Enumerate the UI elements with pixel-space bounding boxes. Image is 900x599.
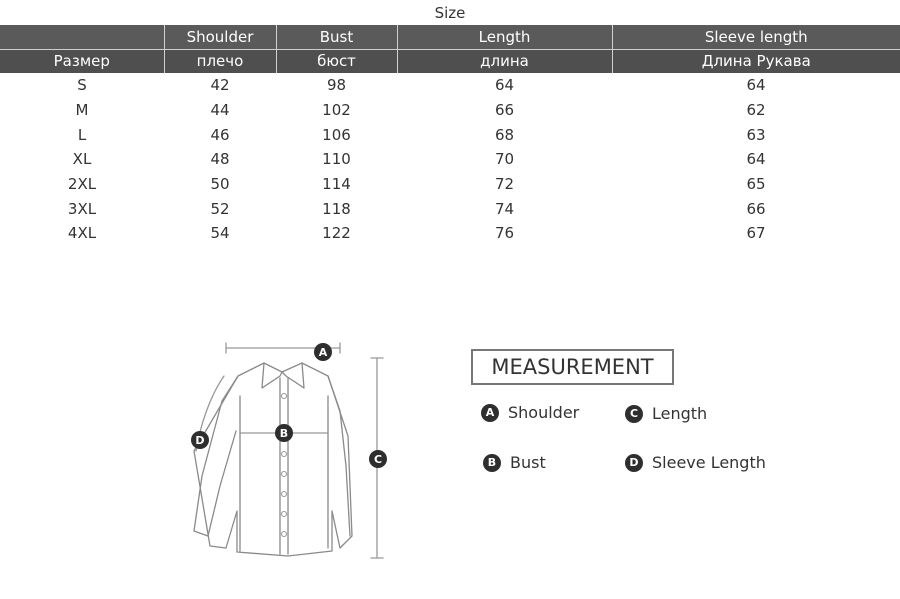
marker-d-icon: D xyxy=(625,454,643,472)
cell-bust: 98 xyxy=(326,76,347,95)
cell-bust: 106 xyxy=(322,125,351,144)
cell-bust: 114 xyxy=(322,175,351,194)
cell-size: M xyxy=(75,101,89,120)
marker-a-icon: A xyxy=(481,404,499,422)
cell-shoulder: 52 xyxy=(210,199,230,218)
table-row xyxy=(0,122,900,147)
cell-sleeve-length: 63 xyxy=(746,125,766,144)
header-sleeve-length-ru: Длина Рукава xyxy=(612,49,900,73)
header-blank xyxy=(0,25,164,49)
legend-label: Shoulder xyxy=(508,403,580,422)
header-length: Length xyxy=(397,25,612,49)
cell-length: 70 xyxy=(494,150,515,169)
shirt-outline-icon xyxy=(180,336,400,571)
legend-label: Bust xyxy=(510,453,546,472)
cell-shoulder: 46 xyxy=(210,125,230,144)
cell-sleeve-length: 65 xyxy=(746,175,766,194)
cell-length: 74 xyxy=(494,199,515,218)
table-row xyxy=(0,221,900,246)
cell-size: 4XL xyxy=(67,224,97,243)
cell-sleeve-length: 67 xyxy=(746,224,766,243)
table-header-russian xyxy=(0,49,900,73)
cell-shoulder: 50 xyxy=(210,175,230,194)
cell-sleeve-length: 64 xyxy=(746,76,766,95)
cell-shoulder: 48 xyxy=(210,150,230,169)
legend-label: Length xyxy=(652,404,708,423)
marker-d-icon: D xyxy=(191,431,209,449)
cell-size: XL xyxy=(72,150,92,169)
header-bust: Bust xyxy=(276,25,397,49)
marker-c-icon: C xyxy=(625,405,643,423)
size-chart-title: Size xyxy=(434,4,466,22)
legend-item-sleeve-length xyxy=(625,453,766,472)
cell-size: L xyxy=(77,125,87,144)
measurement-title: MEASUREMENT xyxy=(471,349,674,385)
cell-length: 64 xyxy=(494,76,515,95)
cell-sleeve-length: 66 xyxy=(746,199,766,218)
cell-length: 66 xyxy=(494,101,515,120)
marker-b-icon: B xyxy=(483,454,501,472)
table-header-english xyxy=(0,25,900,49)
cell-bust: 110 xyxy=(322,150,351,169)
marker-a-icon: A xyxy=(314,343,332,361)
shirt-diagram xyxy=(180,336,400,571)
legend-item-shoulder xyxy=(481,403,579,422)
cell-size: 2XL xyxy=(67,175,97,194)
table-row xyxy=(0,172,900,197)
cell-shoulder: 42 xyxy=(210,76,230,95)
cell-sleeve-length: 64 xyxy=(746,150,766,169)
header-sleeve-length: Sleeve length xyxy=(612,25,900,49)
cell-bust: 122 xyxy=(322,224,351,243)
cell-sleeve-length: 62 xyxy=(746,101,766,120)
marker-c-icon: C xyxy=(369,450,387,468)
cell-size: S xyxy=(77,76,87,95)
cell-bust: 118 xyxy=(322,199,351,218)
header-shoulder-ru: плечо xyxy=(164,49,276,73)
cell-length: 68 xyxy=(494,125,515,144)
table-row xyxy=(0,196,900,221)
size-table xyxy=(0,25,900,246)
table-row xyxy=(0,73,900,98)
header-shoulder: Shoulder xyxy=(164,25,276,49)
cell-length: 72 xyxy=(494,175,515,194)
marker-b-icon: B xyxy=(275,424,293,442)
cell-shoulder: 44 xyxy=(210,101,230,120)
cell-size: 3XL xyxy=(67,199,97,218)
legend-item-length xyxy=(625,404,707,423)
legend-label: Sleeve Length xyxy=(652,453,766,472)
header-size-ru: Размер xyxy=(0,49,164,73)
header-bust-ru: бюст xyxy=(276,49,397,73)
legend-item-bust xyxy=(483,453,546,472)
table-row xyxy=(0,147,900,172)
table-row xyxy=(0,98,900,123)
header-length-ru: длина xyxy=(397,49,612,73)
cell-length: 76 xyxy=(494,224,515,243)
cell-shoulder: 54 xyxy=(210,224,230,243)
cell-bust: 102 xyxy=(322,101,351,120)
